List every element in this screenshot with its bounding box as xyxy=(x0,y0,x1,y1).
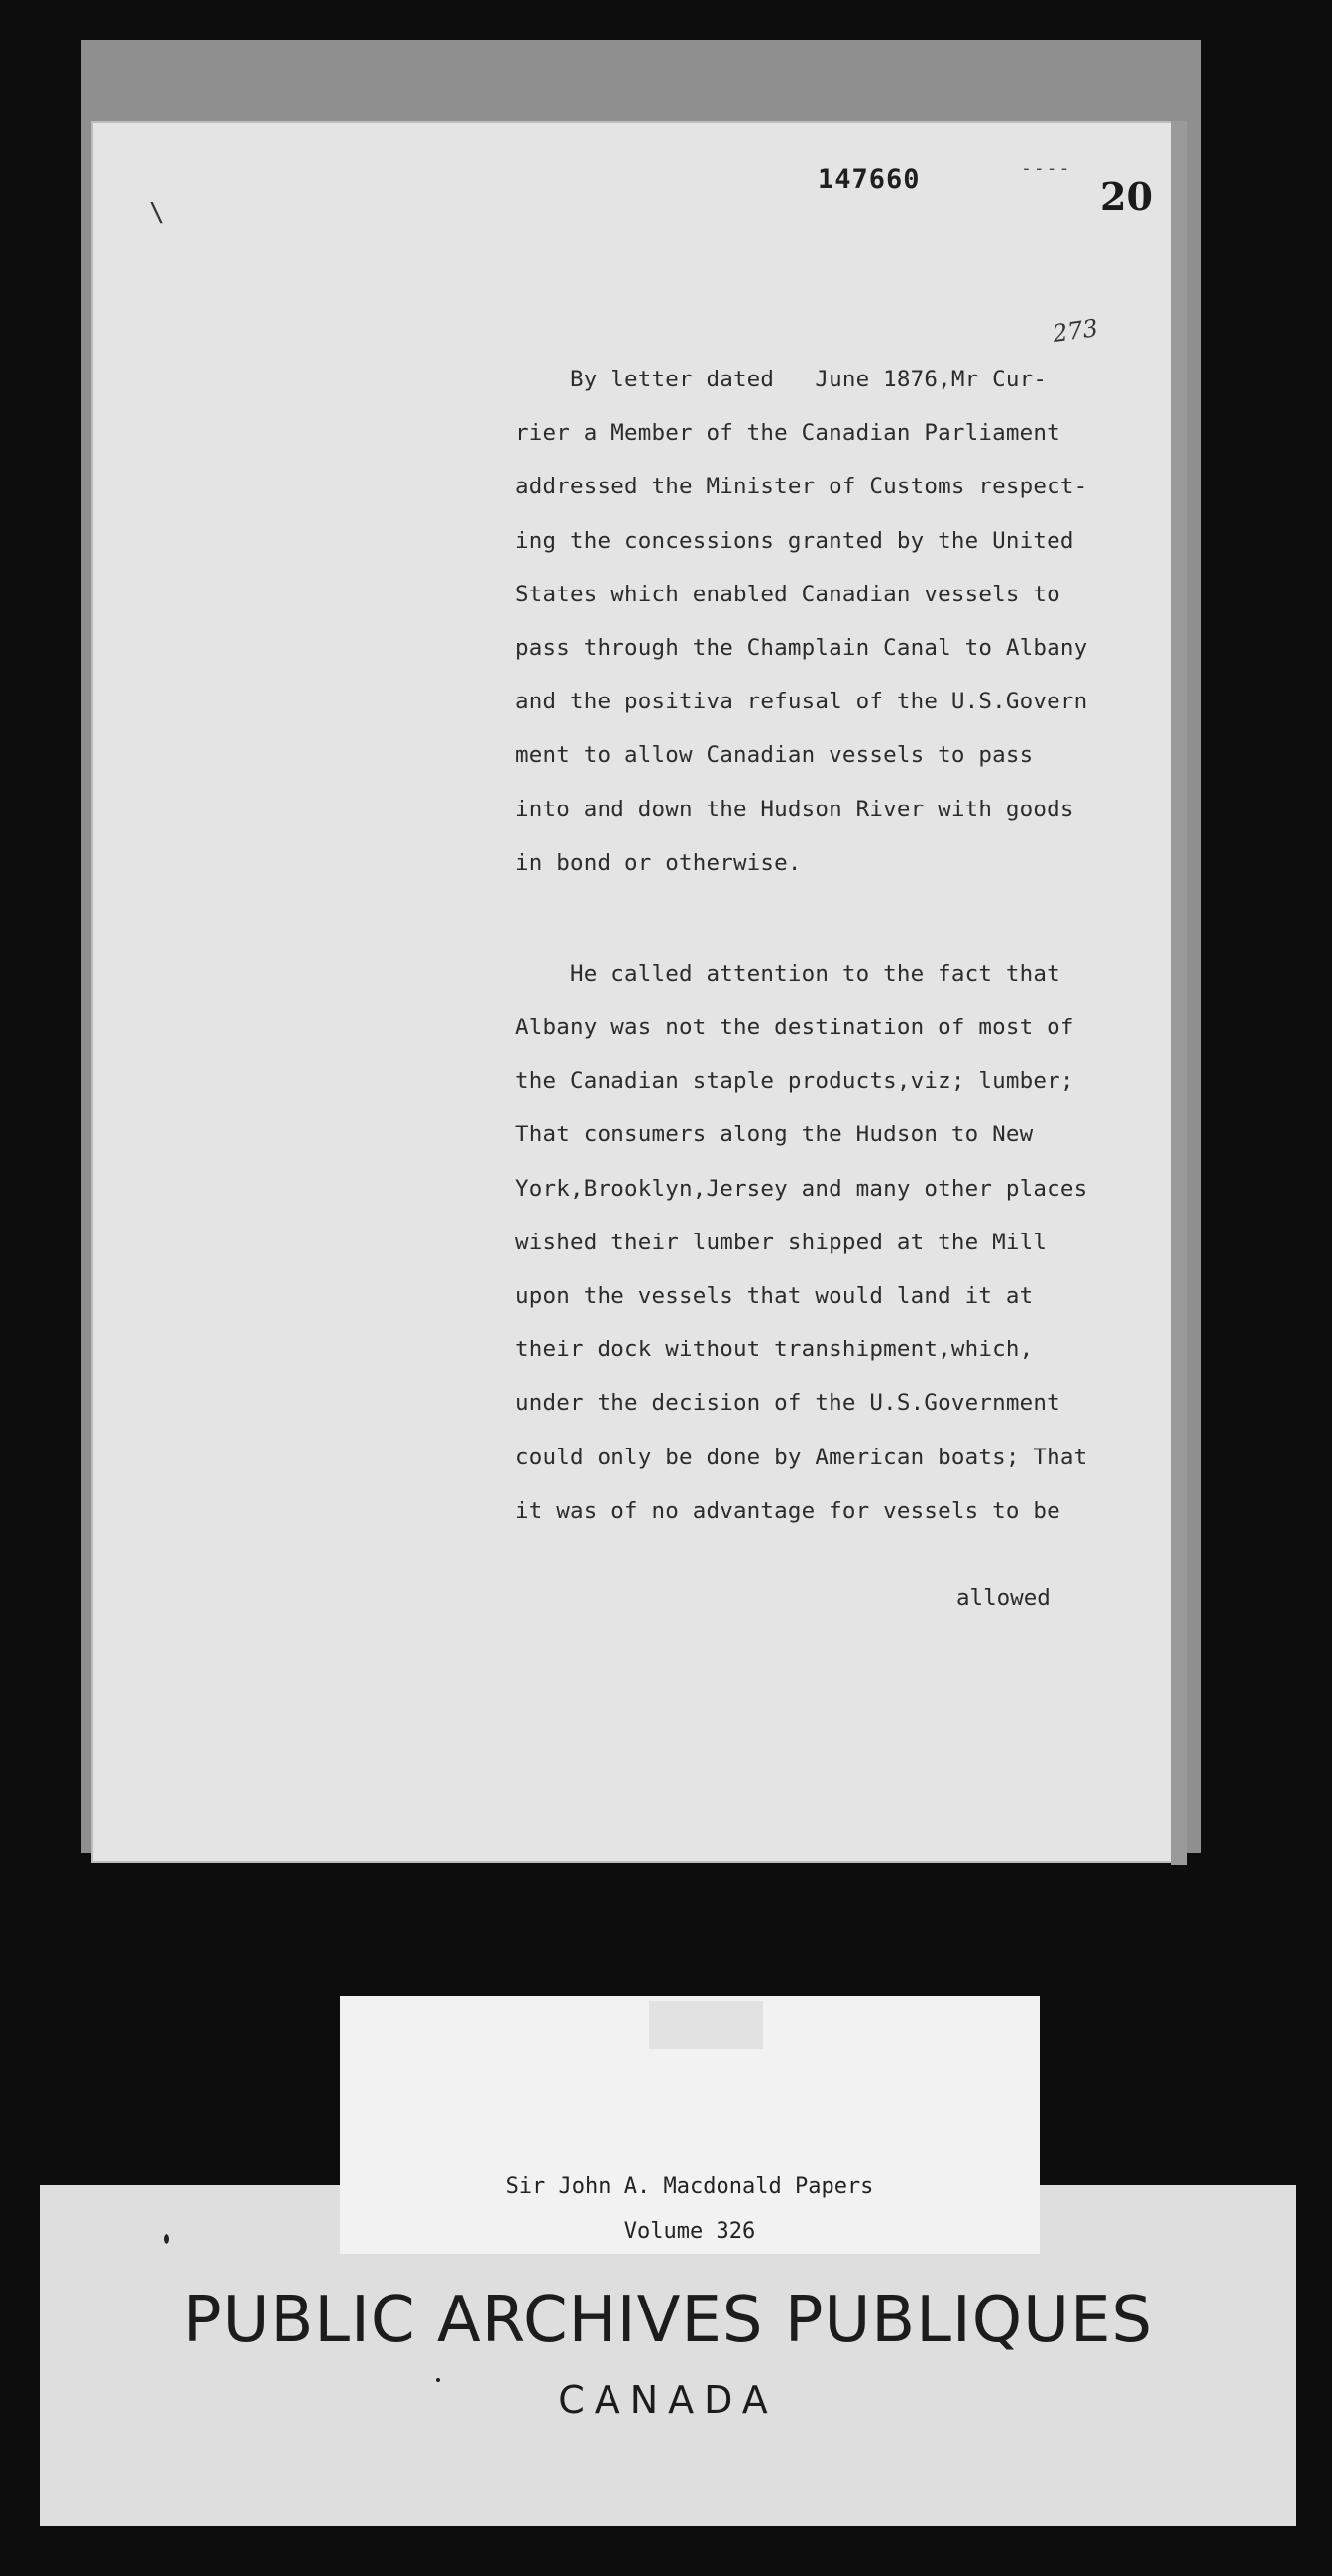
text-line: wished their lumber shipped at the Mill xyxy=(515,1229,1048,1255)
folio-number: 20 xyxy=(1100,174,1153,219)
text-line: York,Brooklyn,Jersey and many other places xyxy=(515,1175,1088,1202)
text-line: rier a Member of the Canadian Parliament xyxy=(515,420,1060,447)
page-edge xyxy=(1171,121,1187,1865)
collection-name: Sir John A. Macdonald Papers xyxy=(505,2174,874,2199)
paragraph-gap xyxy=(515,890,1110,947)
text-line: the Canadian staple products,viz; lumber; xyxy=(515,1068,1074,1095)
letter-body xyxy=(515,353,1110,1538)
dust-speck xyxy=(164,2234,169,2244)
text-line: ment to allow Canadian vessels to pass xyxy=(515,742,1034,769)
text-line: and the positiva refusal of the U.S.Govern xyxy=(515,689,1088,715)
text-line: He called attention to the fact that xyxy=(515,960,1060,987)
text-line: upon the vessels that would land it at xyxy=(515,1283,1034,1309)
continuation-word: allowed xyxy=(956,1585,1051,1611)
document-number: 147660 xyxy=(818,164,921,195)
text-line: ing the concessions granted by the United xyxy=(515,527,1074,554)
text-line: pass through the Champlain Canal to Albany xyxy=(515,634,1088,661)
text-line: By letter dated June 1876,Mr Cur- xyxy=(515,367,1048,392)
text-line: under the decision of the U.S.Government xyxy=(515,1390,1060,1417)
handwritten-page-number: 273 xyxy=(1051,313,1100,349)
text-line: into and down the Hudson River with goods xyxy=(515,796,1074,822)
text-line: States which enabled Canadian vessels to xyxy=(515,581,1060,607)
paragraph-2 xyxy=(515,947,1110,1538)
text-line: That consumers along the Hudson to New xyxy=(515,1122,1034,1148)
dust-speck xyxy=(436,2378,440,2382)
label-tab xyxy=(649,2001,763,2049)
document-dashes: ---- xyxy=(1021,159,1072,179)
archive-stamp-country: CANADA xyxy=(558,2378,778,2421)
text-line: Albany was not the destination of most of xyxy=(515,1015,1074,1041)
text-line: could only be done by American boats; That xyxy=(515,1444,1088,1470)
archive-stamp-title: PUBLIC ARCHIVES PUBLIQUES xyxy=(183,2284,1153,2357)
paragraph-1 xyxy=(515,353,1110,890)
volume-label: Volume 326 xyxy=(623,2219,756,2244)
text-line: addressed the Minister of Customs respect- xyxy=(515,474,1088,500)
text-line: their dock without transhipment,which, xyxy=(515,1337,1034,1363)
stray-pen-mark: \ xyxy=(149,198,165,228)
text-line: it was of no advantage for vessels to be xyxy=(515,1497,1060,1524)
text-line: in bond or otherwise. xyxy=(515,849,802,876)
